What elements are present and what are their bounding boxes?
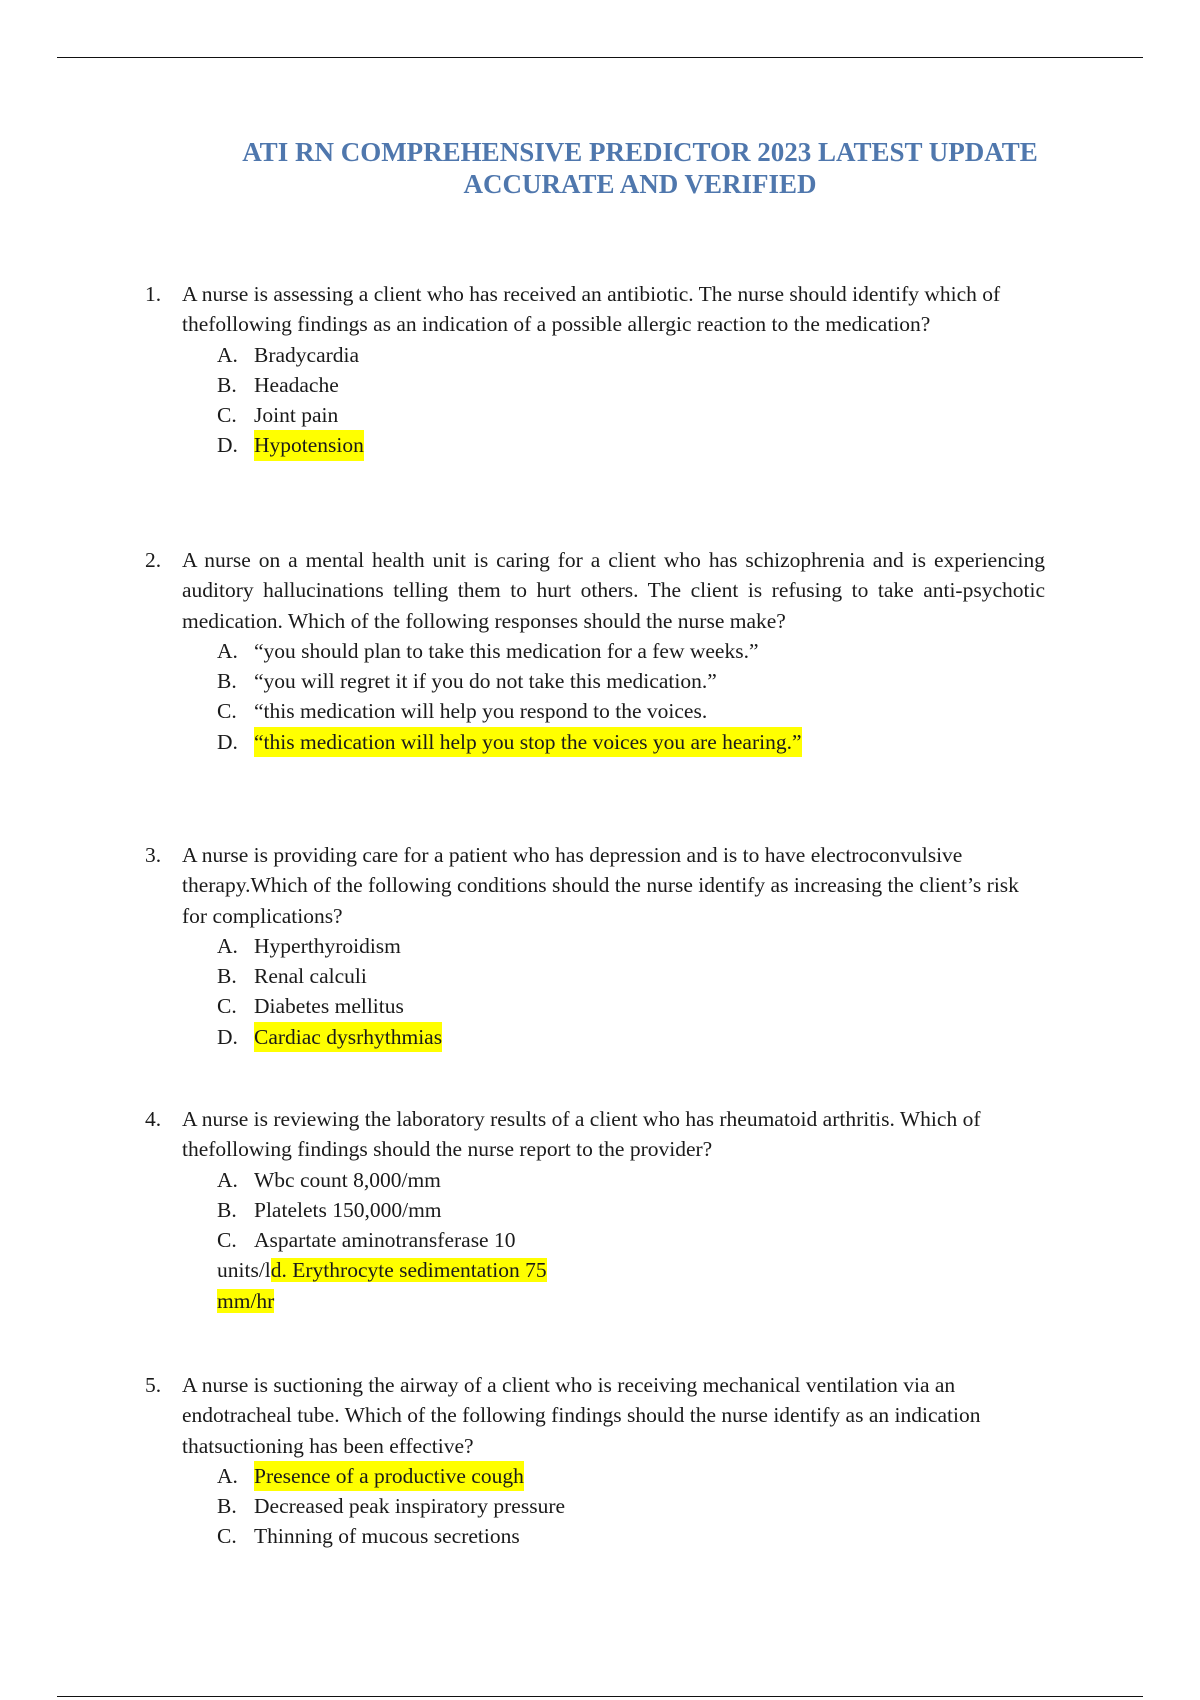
option-c <box>217 400 1045 430</box>
option-letter: C. <box>217 403 237 428</box>
option-a <box>217 636 1045 666</box>
question-5 <box>145 1370 1045 1552</box>
question-number: 5. <box>145 1373 162 1397</box>
highlighted-answer: d. Erythrocyte sedimentation 75 <box>270 1258 547 1283</box>
option-letter: B. <box>217 1197 237 1222</box>
question-number: 4. <box>145 1107 162 1131</box>
option-letter: D. <box>217 433 238 458</box>
bottom-rule <box>57 1696 1143 1697</box>
option-letter: C. <box>217 1228 237 1253</box>
option-letter: B. <box>217 1494 237 1519</box>
option-text: Wbc count 8,000/mm <box>254 1167 441 1192</box>
option-c <box>217 1225 1045 1255</box>
option-letter: D. <box>217 729 238 754</box>
question-number: 3. <box>145 843 162 867</box>
title-line-1: ATI RN COMPREHENSIVE PREDICTOR 2023 LATEST UPDATE <box>242 137 1038 167</box>
answer-options <box>217 340 1045 461</box>
option-letter: A. <box>217 933 238 958</box>
highlighted-answer-continued: mm/hr <box>217 1288 275 1313</box>
option-letter: B. <box>217 669 237 694</box>
highlighted-answer: Hypotension <box>254 430 364 460</box>
highlighted-answer: “this medication will help you stop the voices you are hearing.” <box>254 727 802 757</box>
option-d <box>217 727 1045 757</box>
highlighted-answer: Presence of a productive cough <box>254 1461 524 1491</box>
option-text: Platelets 150,000/mm <box>254 1197 442 1222</box>
question-text: A nurse is suctioning the airway of a client who is receiving mechanical ventilation via an endotracheal tube. Which of the following findings should the nurse identify as an indication thatsuctioning has been effective? <box>182 1373 981 1458</box>
option-a <box>217 931 1045 961</box>
option-c <box>217 696 1045 726</box>
option-text: Joint pain <box>254 403 339 428</box>
question-number: 1. <box>145 282 162 306</box>
option-text: Decreased peak inspiratory pressure <box>254 1494 566 1519</box>
option-letter: A. <box>217 342 238 367</box>
option-letter: C. <box>217 699 237 724</box>
option-d <box>217 430 1045 460</box>
question-text: A nurse is providing care for a patient who has depression and is to have electroconvulsive therapy.Which of the following conditions should the nurse identify as increasing the client’s risk for complications? <box>182 843 1019 928</box>
option-text: Bradycardia <box>254 342 360 367</box>
option-text: Thinning of mucous secretions <box>254 1524 520 1549</box>
answer-options <box>217 636 1045 757</box>
option-c <box>217 991 1045 1021</box>
option-letter: B. <box>217 964 237 989</box>
option-d-wrapped <box>217 1255 1045 1316</box>
answer-options <box>217 931 1045 1052</box>
answer-options <box>217 1461 1045 1552</box>
option-letter: C. <box>217 994 237 1019</box>
option-letter: C. <box>217 1524 237 1549</box>
option-a <box>217 1461 1045 1491</box>
option-c-unit: units/l <box>217 1258 271 1283</box>
option-text: “this medication will help you respond to the voices. <box>254 699 708 724</box>
option-letter: A. <box>217 638 238 663</box>
option-b <box>217 1195 1045 1225</box>
question-1 <box>145 279 1045 461</box>
option-a <box>217 1165 1045 1195</box>
top-rule <box>57 57 1143 58</box>
option-text: “you will regret it if you do not take this medication.” <box>254 669 717 694</box>
option-text: Headache <box>254 372 339 397</box>
question-2 <box>145 545 1045 757</box>
option-text: Aspartate aminotransferase 10 <box>254 1228 516 1253</box>
question-number: 2. <box>145 548 162 572</box>
option-letter: B. <box>217 372 237 397</box>
option-b <box>217 1491 1045 1521</box>
option-a <box>217 340 1045 370</box>
option-c <box>217 1521 1045 1551</box>
question-4 <box>145 1104 1045 1316</box>
title-line-2: ACCURATE AND VERIFIED <box>463 169 817 199</box>
option-text: Hyperthyroidism <box>254 933 401 958</box>
option-letter: D. <box>217 1024 238 1049</box>
option-b <box>217 666 1045 696</box>
option-d <box>217 1022 1045 1052</box>
document-title <box>0 136 1200 200</box>
question-text: A nurse is assessing a client who has received an antibiotic. The nurse should identify which of thefollowing findings as an indication of a possible allergic reaction to the medication? <box>182 282 1001 337</box>
option-letter: A. <box>217 1167 238 1192</box>
option-b <box>217 961 1045 991</box>
highlighted-answer: Cardiac dysrhythmias <box>254 1022 442 1052</box>
option-letter: A. <box>217 1463 238 1488</box>
option-b <box>217 370 1045 400</box>
option-text: Renal calculi <box>254 964 367 989</box>
question-text: A nurse on a mental health unit is caring for a client who has schizophrenia and is experiencing auditory hallucinations telling them to hurt others. The client is refusing to take anti-psychotic medication. Which of the following responses should the nurse make? <box>182 548 1045 633</box>
question-text: A nurse is reviewing the laboratory results of a client who has rheumatoid arthritis. Which of thefollowing findings should the nurse report to the provider? <box>182 1107 981 1162</box>
answer-options <box>217 1165 1045 1256</box>
option-text: Diabetes mellitus <box>254 994 404 1019</box>
option-text: “you should plan to take this medication for a few weeks.” <box>254 638 759 663</box>
question-3 <box>145 840 1045 1052</box>
